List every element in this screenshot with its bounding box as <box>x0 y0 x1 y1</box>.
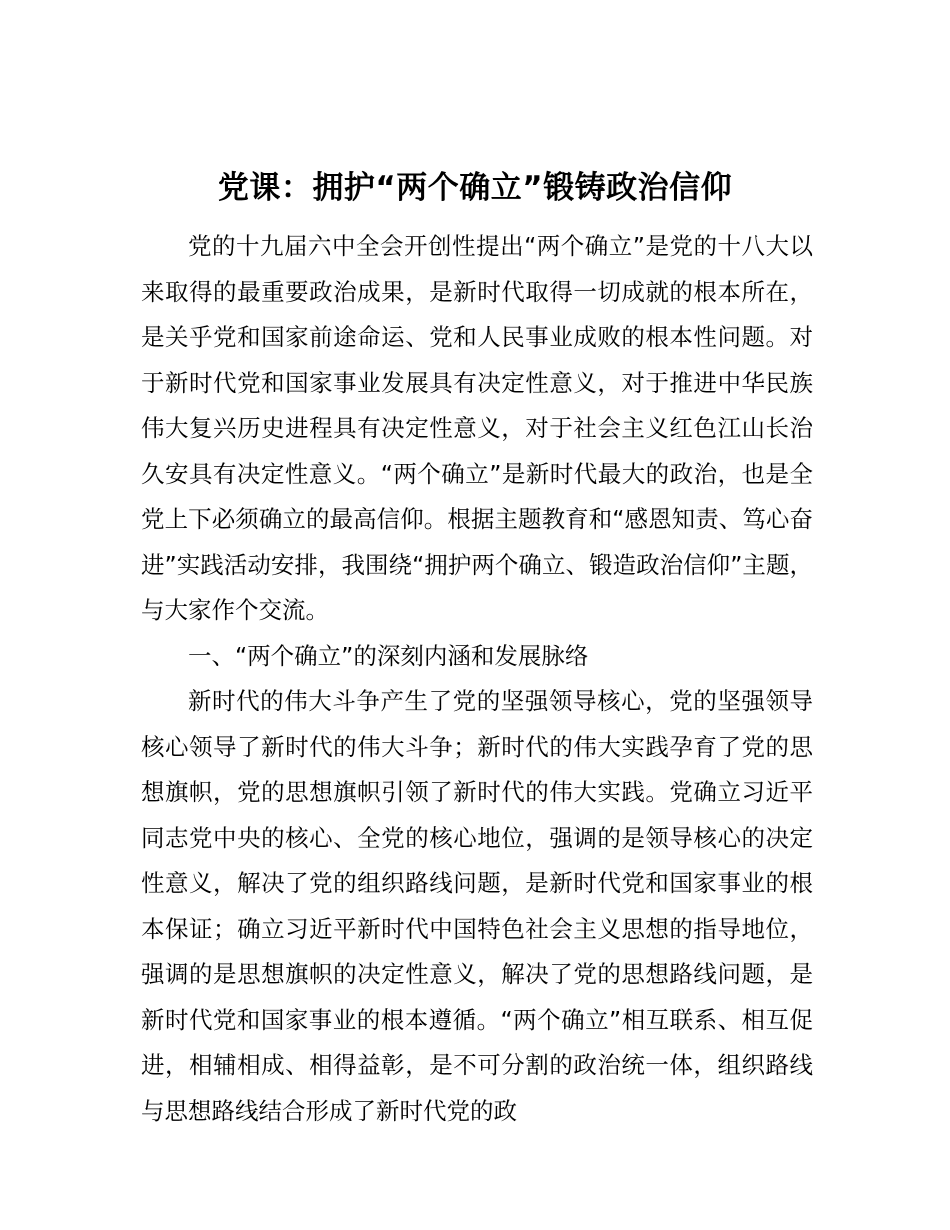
document-title: 党课：拥护“两个确立”锻铸政治信仰 <box>217 170 733 206</box>
document-body <box>141 224 813 1134</box>
intro-paragraph: 党的十九届六中全会开创性提出“两个确立”是党的十八大以来取得的最重要政治成果，是新时代取得一切成就的根本所在，是关乎党和国家前途命运、党和人民事业成败的根本性问题。对于新时代党和国家事业发展具有决定性意义，对于推进中华民族伟大复兴历史进程具有决定性意义，对于社会主义红色江山长治久安具有决定性意义。“两个确立”是新时代最大的政治，也是全党上下必须确立的最高信仰。根据主题教育和“感恩知责、笃心奋进”实践活动安排，我围绕“拥护两个确立、锻造政治信仰”主题，与大家作个交流。 <box>141 232 813 624</box>
body-paragraph: 新时代的伟大斗争产生了党的坚强领导核心，党的坚强领导核心领导了新时代的伟大斗争；新时代的伟大实践孕育了党的思想旗帜，党的思想旗帜引领了新时代的伟大实践。党确立习近平同志党中央的核心、全党的核心地位，强调的是领导核心的决定性意义，解决了党的组织路线问题，是新时代党和国家事业的根本保证；确立习近平新时代中国特色社会主义思想的指导地位，强调的是思想旗帜的决定性意义，解决了党的思想路线问题，是新时代党和国家事业的根本遵循。“两个确立”相互联系、相互促进，相辅相成、相得益彰，是不可分割的政治统一体，组织路线与思想路线结合形成了新时代党的政 <box>141 687 813 1125</box>
section-heading: 一、“两个确立”的深刻内涵和发展脉络 <box>188 641 589 670</box>
